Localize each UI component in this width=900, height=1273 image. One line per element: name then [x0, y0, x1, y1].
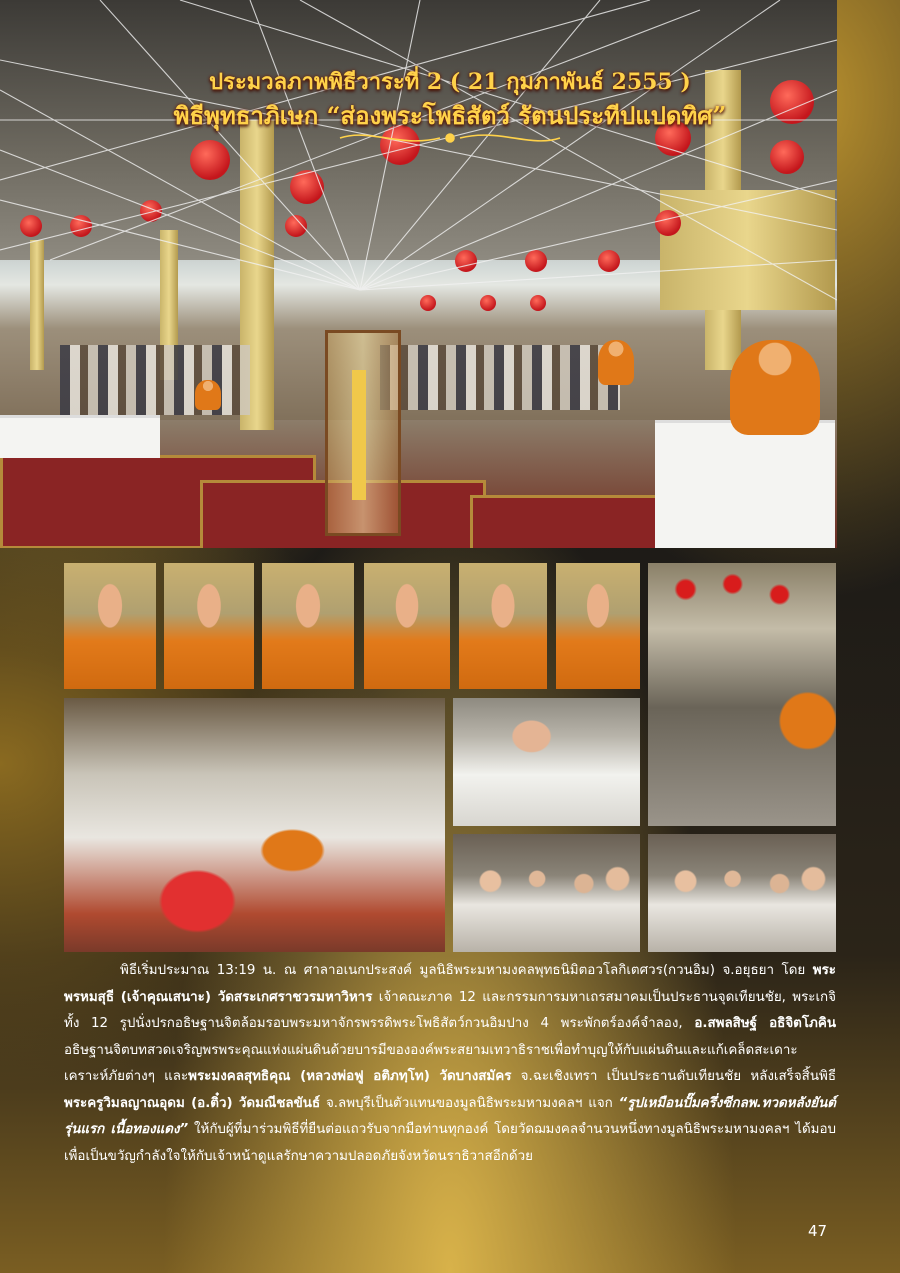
text-run: จ.ลพบุรีเป็นตัวแทนของมูลนิธิพระมหามงคลฯ แจก	[320, 1095, 619, 1111]
monk-figure	[730, 340, 820, 435]
monk-figure	[598, 340, 634, 385]
audience-praying-photo-2	[648, 834, 836, 952]
article-body	[64, 958, 836, 1170]
text-run: อธิษฐานจิตบทสวดเจริญพรพระคุณแห่งแผ่นดินด้วยบารมีขององค์พระสยามเทวาธิราชเพื่อทำบุญให้กับแผ่นดินและแก้เคล็ดสะเดาะเคราะห์ภัยต่างๆ และ	[64, 1042, 798, 1084]
altar-table	[655, 420, 835, 548]
text-run: พิธีเริ่มประมาณ 13:19 น. ณ ศาลาอเนกประสงค์ มูลนิธิพระมหามงคลพุทธนิมิตอวโลกิเตศวร(กวนอิม) จ.อยุธยา โดย	[120, 963, 813, 978]
amulet-name: “รูปเหมือนปั๊มครึ่งซีกลพ.ทวดหลังยันต์ รุ่นแรก เนื้อทองแดง”	[64, 1095, 836, 1137]
monk-portrait-5	[459, 563, 547, 689]
sacred-thread-web	[0, 0, 837, 340]
monk-blessing-photo	[648, 563, 836, 826]
monk-portrait-3	[262, 563, 354, 689]
monk-name-3: พระครูวิมลญาณอุดม (อ.ติ๋ว) วัดมณีชลขันธ์	[64, 1095, 321, 1111]
page-title-line-2: พิธีพุทธาภิเษก “ส่องพระโพธิสัตว์ รัตนประทีปแปดทิศ”	[173, 101, 727, 130]
text-run: จ.ฉะเชิงเทรา เป็นประธานดับเทียนชัย หลังเสร็จสิ้นพิธี	[511, 1069, 837, 1084]
man-seated-photo	[453, 698, 640, 826]
audience-praying-photo	[453, 834, 640, 952]
text-run: ให้กับผู้ที่มาร่วมพิธีที่ยืนต่อแถวรับจากมือท่านทุกองค์ โดยวัดฌมงคลจำนวนหนึ่งทางมูลนิธิพระมหามงคลฯ ได้มอบเพื่อเป็นขวัญกำลังใจให้กับเจ้าหน้าดูแลรักษาความปลอดภัยจังหวัดนราธิวาสอีกด้วย	[64, 1122, 837, 1164]
monk-portrait-6	[556, 563, 640, 689]
shrine-monk-photo	[64, 698, 445, 952]
monk-name-2: พระมงคลสุทธิคุณ (หลวงพ่อฟู อติภทฺโท) วัดบางสมัคร	[188, 1069, 512, 1084]
altar-table	[0, 415, 160, 458]
ornament-flourish-icon	[330, 126, 570, 150]
page-title-line-1: ประมวลภาพพิธีวาระที่ 2 ( 21 กุมภาพันธ์ 2555 )	[209, 69, 691, 95]
text-run: เจ้าคณะภาค 12 และกรรมการมหาเถรสมาคมเป็นประธานจุดเทียนชัย, พระเกจิทั้ง 12 รูปนั่งปรกอธิษฐานจิตล้อมรอบพระมหาจักรพรรดิพระโพธิสัตว์กวนอิมปาง 4 พระพักตร์องค์จำลอง,	[64, 989, 837, 1031]
monk-portrait-4	[364, 563, 450, 689]
crowd	[380, 345, 620, 410]
page-number: 47	[808, 1222, 828, 1240]
monk-portrait-2	[164, 563, 254, 689]
person-name: อ.สพลสิษฐ์ อธิจิตโภคิน	[694, 1016, 836, 1031]
article-paragraph	[64, 958, 836, 1170]
monk-figure	[195, 380, 221, 410]
candle	[352, 370, 366, 500]
crowd	[60, 345, 250, 415]
monk-portrait-1	[64, 563, 156, 689]
monk-name-1: พระพรหมสุธี (เจ้าคุณเสนาะ) วัดสระเกศราชวรมหาวิหาร	[64, 963, 836, 1005]
